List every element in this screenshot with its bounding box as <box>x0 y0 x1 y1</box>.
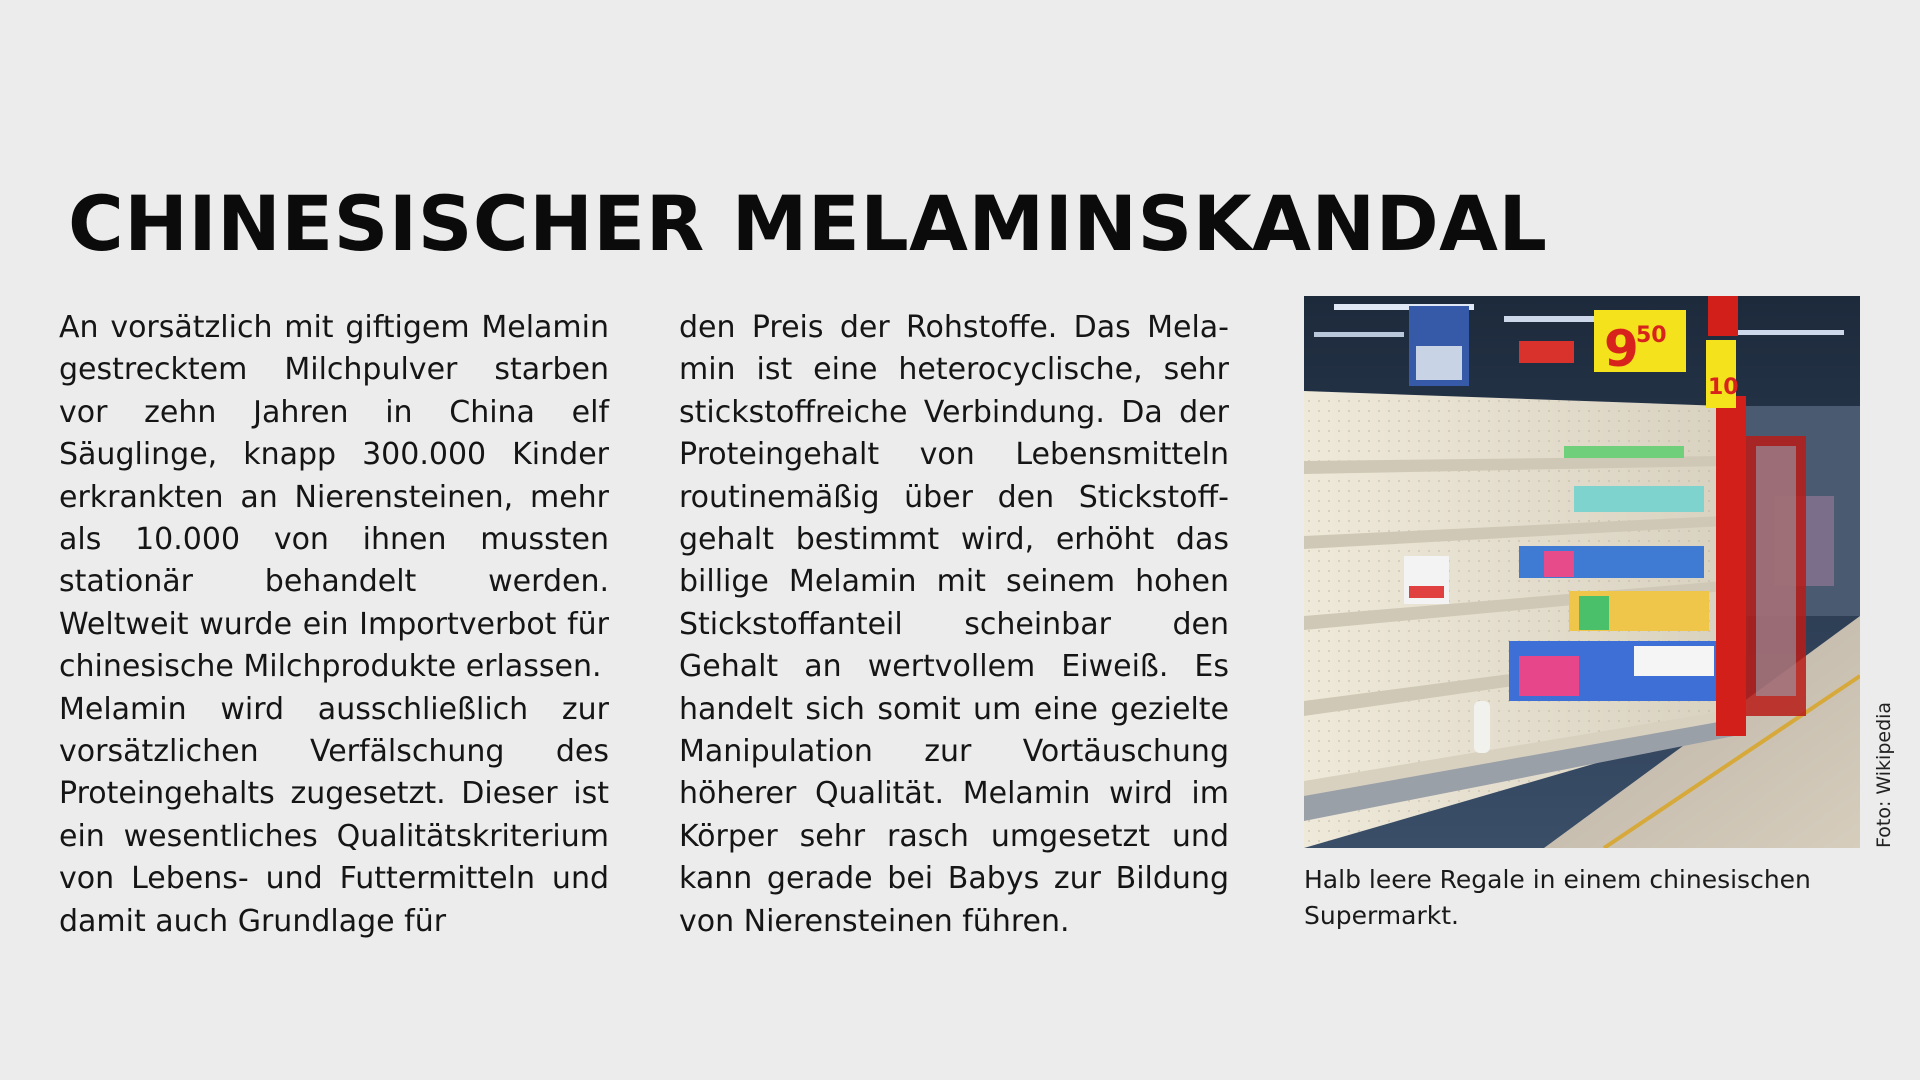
product-row <box>1564 446 1684 458</box>
ceiling-light <box>1314 332 1404 337</box>
supermarket-photo <box>1304 296 1860 848</box>
photo-credit: Foto: Wikipedia <box>1873 701 1895 848</box>
red-end-cap <box>1716 396 1746 736</box>
article-paragraph: Melamin wird ausschließlich zur vorsätzlichen Verfälschung des Proteingehalts zugesetzt. Dieser ist ein wesentliches Qualitätskriterium von Lebens- und Futtermitteln und damit auch Grundlage für <box>59 691 609 939</box>
article-paragraph: den Preis der Rohstoffe. Das Melamin ist eine heterocyclische, sehr stickstoffreiche Verbindung. Da der Proteingehalt von Lebensmitteln routinemäßig über den Stickstoffgehalt bestimmt wird, erhöht das billige Melamin mit seinem hohen Stickstoffanteil scheinbar den Gehalt an wertvollem Eiweiß. Es handelt sich somit um eine gezielte Manipulation zur Vortäuschung höherer Qualität. Melamin wird im Körper sehr rasch umgesetzt und kann gerade bei Babys zur Bildung von Nierensteinen führen. <box>679 310 1229 939</box>
photo-caption: Halb leere Regale in einem chinesischen Supermarkt. <box>1304 865 1811 930</box>
price-sign-side-text: 10 <box>1708 375 1739 400</box>
red-banner <box>1519 341 1574 363</box>
price-sign-main: 9 <box>1604 320 1639 378</box>
article-column-2 <box>679 307 1229 943</box>
article-column-1 <box>59 307 609 943</box>
ceiling-light <box>1724 330 1844 335</box>
single-bottle <box>1474 701 1490 753</box>
article-paragraph: An vorsätzlich mit giftigem Melamin gestrecktem Milchpulver starben vor zehn Jahren in China elf Säuglinge, knapp 300.000 Kinder erkrankten an Nierensteinen, mehr als 10.000 von ihnen mussten stationär behandelt werden. Weltweit wurde ein Importverbot für chinesische Milchprodukte erlassen. <box>59 310 609 685</box>
product-row <box>1574 486 1704 512</box>
article-title: CHINESISCHER MELAMINSKANDAL <box>68 179 1548 268</box>
supermarket-photo-drawing <box>1304 296 1860 848</box>
price-sign-cents: 50 <box>1636 323 1667 348</box>
